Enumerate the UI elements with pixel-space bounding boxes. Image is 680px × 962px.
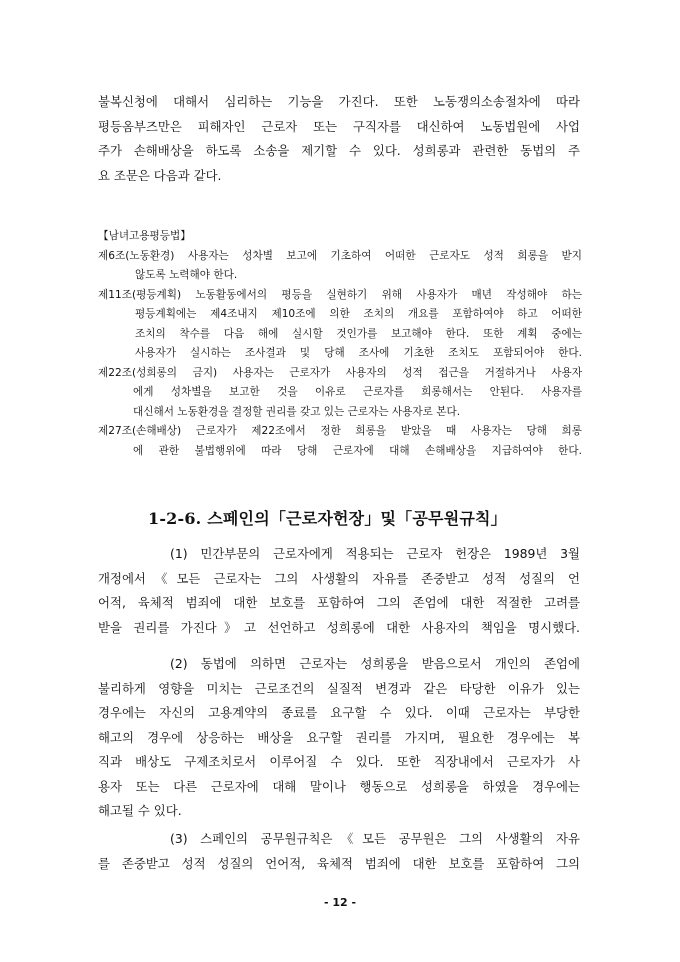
law-line: 조치의 착수를 다음 해에 실시할 것인가를 보고해야 한다. 또한 계획 중에는 — [135, 327, 582, 340]
law-line: 제11조(평등계획) 노동활동에서의 평등을 실현하기 위해 사용자가 매년 작성해야 하는 — [98, 288, 582, 301]
law-title: 【남녀고용평등법】 — [98, 230, 191, 242]
paragraph-1 — [98, 542, 580, 640]
law-line: 제22조(성희롱의 금지) 사용자는 근로자가 사용자의 성적 접근을 거절하거나 사용자 — [98, 366, 582, 379]
text-line: 어적, 육체적 범죄에 대한 보호를 포함하여 그의 존엄에 대한 적절한 고려를 — [98, 595, 580, 610]
intro-paragraph — [98, 90, 580, 188]
text-line: 주가 손해배상을 하도록 소송을 제기할 수 있다. 성희롱과 관련한 동법의 주 — [98, 143, 580, 158]
text-line: 용자 또는 다른 근로자에 대해 말이나 행동으로 성희롱을 하였을 경우에는 — [98, 778, 580, 794]
law-line: 않도록 노력해야 한다. — [135, 269, 238, 281]
section-heading: 1-2-6. 스페인의「근로자헌장」및「공무원규칙」 — [148, 509, 507, 528]
law-article-22 — [98, 364, 582, 423]
text-line: 불복신청에 대해서 심리하는 기능을 가진다. 또한 노동쟁의소송절차에 따라 — [98, 94, 580, 109]
law-line: 제27조(손해배상) 근로자가 제22조에서 정한 희롱을 받았을 때 사용자는 당해 희롱 — [98, 425, 582, 437]
law-excerpt-box — [98, 227, 582, 461]
text-line: 해고의 경우에 상응하는 배상을 요구할 권리를 가지며, 필요한 경우에는 복 — [98, 729, 580, 745]
text-line: 직과 배상도 구제조치로서 이루어질 수 있다. 또한 직장내에서 근로자가 사 — [98, 754, 580, 769]
text-line: (1) 민간부문의 근로자에게 적용되는 근로자 헌장은 1989년 3월 — [170, 546, 580, 561]
law-line: 제6조(노동환경) 사용자는 성차별 보고에 기초하여 어떠한 근로자도 성적 희롱을 받지 — [98, 249, 582, 262]
text-line: 를 존중받고 성적 성질의 언어적, 육체적 범죄에 대한 보호를 포함하여 그의 — [98, 855, 580, 871]
text-line: 해고될 수 있다. — [98, 803, 182, 818]
text-line: 받을 권리를 가진다》고 선언하고 성희롱에 대한 사용자의 책임을 명시했다. — [98, 619, 580, 635]
law-line: 사용자가 실시하는 조사결과 및 당해 조사에 기초한 조치도 포함되어야 한다. — [135, 347, 582, 359]
law-line: 에 관한 불법행위에 따라 당해 근로자에 대해 손해배상을 지급하여야 한다. — [133, 444, 582, 457]
law-article-6 — [98, 247, 582, 286]
law-line: 대신해서 노동환경을 결정할 권리를 갖고 있는 근로자는 사용자로 본다. — [133, 405, 461, 418]
text-line: (2) 동법에 의하면 근로자는 성희롱을 받음으로서 개인의 존엄에 — [170, 656, 580, 671]
law-article-27 — [98, 422, 582, 461]
law-line: 에게 성차별을 보고한 것을 이유로 근로자를 희롱해서는 안된다. 사용자를 — [133, 386, 582, 398]
text-line: 경우에는 자신의 고용계약의 종료를 요구할 수 있다. 이때 근로자는 부당한 — [98, 705, 580, 720]
paragraph-2 — [98, 652, 580, 824]
law-line: 평등계획에는 제4조내지 제10조에 의한 조치의 개요를 포함하여야 하고 어떠한 — [135, 308, 582, 320]
paragraph-3 — [98, 827, 580, 876]
page-number: - 12 - — [323, 896, 357, 909]
text-line: 평등옴부즈만은 피해자인 근로자 또는 구직자를 대신하여 노동법원에 사업 — [98, 118, 580, 134]
text-line: 요 조문은 다음과 같다. — [98, 167, 222, 183]
text-line: 불리하게 영향을 미치는 근로조건의 실질적 변경과 같은 타당한 이유가 있는 — [98, 680, 580, 696]
law-article-11 — [98, 286, 582, 364]
text-line: (3) 스페인의 공무원규칙은《모든 공무원은 그의 사생활의 자유 — [170, 831, 580, 846]
text-line: 개정에서《모든 근로자는 그의 사생활의 자유를 존중받고 성적 성질의 언 — [98, 570, 580, 586]
